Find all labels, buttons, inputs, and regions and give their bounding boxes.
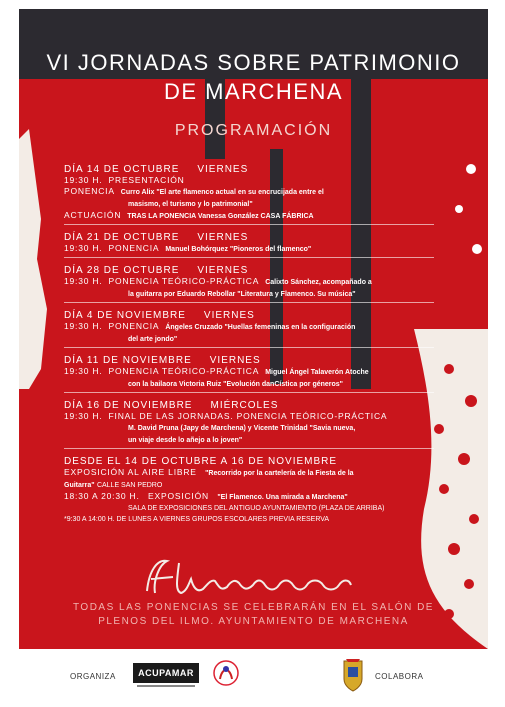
exhibition-kw: EXPOSICIÓN AL AIRE LIBRE	[64, 467, 197, 477]
event-time: 19:30 H.	[64, 411, 103, 421]
event-desc: con la bailaora Victoria Ruiz "Evolución danCística por géneros"	[128, 381, 344, 388]
poster	[19, 9, 488, 649]
event-desc: del arte jondo"	[128, 336, 178, 343]
exhibition-desc-2: Guitarra"	[64, 482, 95, 489]
event-weekday: VIERNES	[197, 232, 249, 243]
event-time: 19:30 H.	[64, 276, 103, 286]
programacion-heading: PROGRAMACIÓN	[174, 122, 333, 139]
event-divider	[64, 224, 434, 225]
title-line-1: VI JORNADAS SOBRE PATRIMONIO	[46, 50, 461, 75]
event-date-text: DÍA 28 DE OCTUBRE	[64, 265, 180, 276]
event-line	[64, 321, 454, 333]
events-container	[64, 164, 454, 449]
event-date	[64, 232, 454, 243]
footer-line-1: TODAS LAS PONENCIAS SE CELEBRARÁN EN EL SALÓN DE	[73, 602, 434, 613]
event-divider	[64, 347, 434, 348]
exhibition-line-2	[64, 479, 454, 491]
event-line	[64, 378, 454, 390]
event-line	[64, 366, 454, 378]
event-kw: FINAL DE LAS JORNADAS. PONENCIA TEÓRICO-PRÁCTICA	[108, 411, 388, 421]
event-kw: PONENCIA	[64, 186, 115, 196]
signature-stroke	[147, 561, 351, 593]
organiza-label: ORGANIZA	[70, 672, 116, 681]
blade-shape	[19, 129, 47, 389]
event-desc: Miguel Ángel Talaverón Atoche	[265, 369, 369, 376]
event-line	[64, 186, 454, 198]
event-date-text: DÍA 4 DE NOVIEMBRE	[64, 310, 186, 321]
event-divider	[64, 448, 434, 449]
event-desc: Manuel Bohórquez "Pioneros del flamenco"	[165, 246, 312, 253]
exhibition-line-1	[64, 467, 454, 479]
event-line	[64, 288, 454, 300]
dots-top-right	[455, 164, 482, 254]
event-line	[64, 175, 454, 186]
event-time: 19:30 H.	[64, 243, 103, 253]
exhibition-line-4: SALA DE EXPOSICIONES DEL ANTIGUO AYUNTAMIENTO (PLAZA DE ARRIBA)	[128, 505, 385, 512]
acupamar-underline	[137, 685, 195, 687]
footer-line-2: PLENOS DEL ILMO. AYUNTAMIENTO DE MARCHENA	[98, 616, 409, 627]
event-divider	[64, 257, 434, 258]
event-time: 19:30 H.	[64, 366, 103, 376]
event-kw: PONENCIA TEÓRICO-PRÁCTICA	[108, 366, 260, 376]
event-weekday: VIERNES	[197, 164, 249, 175]
event-date	[64, 164, 454, 175]
flamenco-signature	[139, 551, 359, 601]
colabora-label: COLABORA	[375, 672, 424, 681]
event-desc: la guitarra por Eduardo Rebollar "Literatura y Flamenco. Su música"	[128, 291, 356, 298]
event-date	[64, 400, 454, 411]
event-date-text: DÍA 21 DE OCTUBRE	[64, 232, 180, 243]
event-date-text: DÍA 16 DE NOVIEMBRE	[64, 400, 193, 411]
event-kw: PONENCIA TEÓRICO-PRÁCTICA	[108, 276, 260, 286]
event-desc: M. David Pruna (Japy de Marchena) y Vicente Trinidad "Savia nueva,	[128, 425, 356, 432]
marchena-coat-of-arms-icon	[340, 657, 366, 693]
event-date	[64, 355, 454, 366]
program-list	[64, 164, 454, 525]
event-date	[64, 265, 454, 276]
event-date	[64, 310, 454, 321]
exhibition-line-5: *9:30 A 14:00 H. DE LUNES A VIERNES GRUPOS ESCOLARES PREVIA RESERVA	[64, 516, 330, 523]
event-divider	[64, 392, 434, 393]
event-time: 19:30 H.	[64, 175, 103, 185]
event-line	[64, 198, 454, 210]
event-desc: un viaje desde lo añejo a lo joven"	[128, 437, 243, 444]
title-line-2: DE MARCHENA	[163, 79, 344, 104]
event-time: 19:30 H.	[64, 321, 103, 331]
event-line	[64, 411, 454, 422]
event-kw: ACTUACIÓN	[64, 210, 122, 220]
sponsors-bar	[0, 657, 505, 697]
exhibition-range: DESDE EL 14 DE OCTUBRE A 16 DE NOVIEMBRE	[64, 456, 338, 467]
footer-note	[19, 601, 488, 629]
exhibition-line-3	[64, 491, 454, 503]
event-desc: masismo, el turismo y lo patrimonial"	[128, 201, 253, 208]
event-kw: PONENCIA	[108, 243, 160, 253]
event-line	[64, 422, 454, 434]
event-line	[64, 333, 454, 345]
exhibition-desc: "Recorrido por la cartelería de la Fiesta de la	[205, 470, 354, 477]
event-weekday: MIÉRCOLES	[210, 400, 279, 411]
event-line	[64, 210, 454, 222]
exhibition-kw-2: EXPOSICIÓN	[148, 491, 209, 501]
event-desc: TRAS LA PONENCIA Vanessa González CASA FÁBRICA	[127, 213, 314, 220]
event-weekday: VIERNES	[209, 355, 261, 366]
event-weekday: VIERNES	[197, 265, 249, 276]
event-line	[64, 434, 454, 446]
event-date-text: DÍA 14 DE OCTUBRE	[64, 164, 180, 175]
acupamar-logo	[133, 663, 199, 689]
event-weekday: VIERNES	[203, 310, 255, 321]
event-desc: Ángeles Cruzado "Huellas femeninas en la configuración	[165, 324, 356, 331]
acupamar-logo-text: ACUPAMAR	[133, 663, 199, 683]
event-desc: Curro Alix "El arte flamenco actual en su encrucijada entre el	[120, 189, 324, 196]
event-line	[64, 243, 454, 255]
exhibition-desc-3: "El Flamenco. Una mirada a Marchena"	[217, 494, 348, 501]
event-divider	[64, 302, 434, 303]
exhibition-time: 18:30 A 20:30 H.	[64, 491, 140, 501]
event-desc: Calixto Sánchez, acompañado a	[265, 279, 372, 286]
event-kw: PONENCIA	[108, 321, 160, 331]
exhibition-place: CALLE SAN PEDRO	[96, 482, 163, 489]
event-kw: PRESENTACIÓN	[108, 175, 185, 185]
event-date-text: DÍA 11 DE NOVIEMBRE	[64, 355, 192, 366]
event-line	[64, 276, 454, 288]
flamenco-association-logo	[212, 659, 240, 691]
